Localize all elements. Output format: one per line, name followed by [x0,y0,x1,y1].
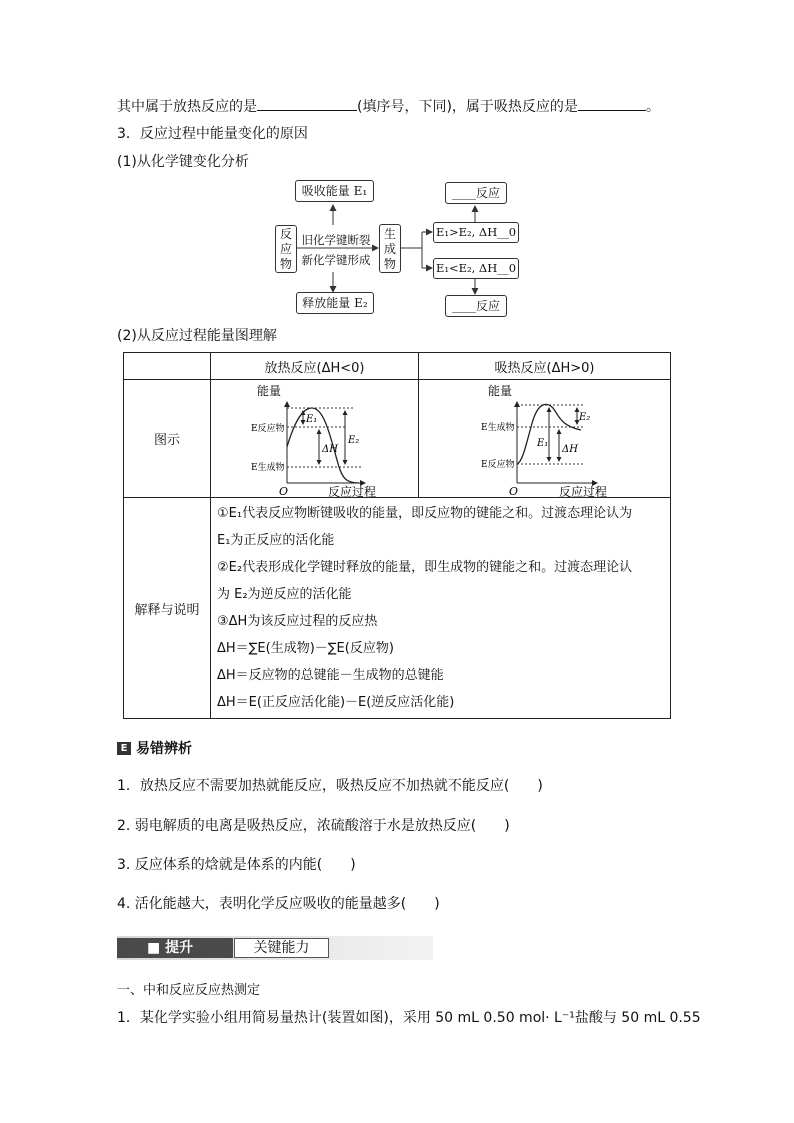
table-row-explanation [124,498,671,719]
header-exothermic: 放热反应(ΔH<0) [211,353,419,380]
banner-right-label: 关键能力 [234,938,329,958]
error-item-2: 2. 弱电解质的电离是吸热反应，浓硫酸溶于水是放热反应( ) [117,818,510,834]
errors-title: 易错辨析 [136,741,192,757]
endothermic-energy-graph [419,380,670,497]
dh-label: ΔH [322,444,338,455]
release-energy-box: 释放能量 E₂ [296,292,374,314]
explanation-line-4: 为 E₂为逆反应的活化能 [217,587,352,602]
dh-label: ΔH [562,444,578,455]
product-char-2: 成 [383,242,396,256]
error-item-4: 4. 活化能越大，表明化学反应吸收的能量越多( ) [117,896,440,912]
errors-badge-icon: E [117,742,131,755]
bond-break-label: 旧化学键断裂 [301,233,371,247]
reactant-energy-label: E反应物 [251,424,285,434]
section-3-title: 3．反应过程中能量变化的原因 [117,126,308,142]
e1-label: E₁ [306,414,318,425]
explanation-line-5: ③ΔH为该反应过程的反应热 [217,614,378,629]
reactant-energy-label: E反应物 [481,460,515,470]
table-row-diagram [124,380,671,498]
absorb-energy-box: 吸收能量 E₁ [295,180,374,202]
reactant-box [275,225,297,273]
bond-form-label: 新化学键形成 [301,253,371,267]
intro-text-2: (填序号，下同)，属于吸热反应的是 [357,99,578,115]
error-item-3: 3. 反应体系的焓就是体系的内能( ) [117,857,356,873]
origin-label: O [509,485,519,497]
reactant-char-3: 物 [279,257,292,271]
explanation-line-7: ΔH＝反应物的总键能－生成物的总键能 [217,668,444,683]
error-item-1: 1．放热反应不需要加热就能反应，吸热反应不加热就不能反应( ) [117,778,543,794]
condition-box-2: E₁<E₂, ΔH__0 [433,258,519,279]
e2-label: E₂ [579,412,591,423]
product-energy-label: E生成物 [481,423,515,433]
origin-label: O [279,485,289,497]
explanation-cell [211,498,671,719]
explanation-line-6: ΔH＝∑E(生成物)－∑E(反应物) [217,641,394,656]
header-endothermic: 吸热反应(ΔH>0) [419,353,671,380]
product-energy-label: E生成物 [251,463,285,473]
exothermic-energy-graph [211,380,418,497]
product-char-3: 物 [383,257,396,271]
row-label-diagram: 图示 [124,380,211,498]
intro-text-1: 其中属于放热反应的是 [117,99,257,115]
result-box-1: ____反应 [445,182,507,204]
table-corner-cell [124,353,211,380]
banner-left-label: ■ 提升 [117,938,233,958]
e1-label: E₁ [537,438,549,449]
product-box [379,224,401,273]
endothermic-graph-cell [419,380,671,498]
subsection-1-title: (1)从化学键变化分析 [117,154,249,170]
result-box-2: ____反应 [445,295,507,317]
y-axis-label: 能量 [257,384,282,398]
reactant-char-1: 反 [279,227,292,241]
explanation-line-2: E₁为正反应的活化能 [217,533,335,548]
x-axis-label: 反应过程 [328,485,377,497]
condition-box-1: E₁>E₂, ΔH__0 [433,222,519,243]
reactant-char-2: 应 [279,242,292,256]
row-label-explanation: 解释与说明 [124,498,211,719]
product-char-1: 生 [383,227,396,241]
x-axis-label: 反应过程 [559,485,608,497]
intro-text-3: 。 [645,99,660,115]
y-axis-label: 能量 [488,384,513,398]
problem-1-text: 1．某化学实验小组用简易量热计(装置如图)，采用 50 mL 0.50 mol· L⁻¹盐酸与 50 mL 0.55 [117,1010,701,1026]
section-banner [117,936,433,960]
explanation-line-1: ①E₁代表反应物断键吸收的能量，即反应物的键能之和。过渡态理论认为 [217,506,633,521]
neutralization-section-title: 一、中和反应反应热测定 [117,983,261,998]
energy-table [123,352,671,719]
table-header-row [124,353,671,380]
exothermic-graph-cell [211,380,419,498]
errors-heading [117,740,192,756]
explanation-line-3: ②E₂代表形成化学键时释放的能量，即生成物的键能之和。过渡态理论认 [217,560,633,575]
explanation-line-8: ΔH＝E(正反应活化能)－E(逆反应活化能) [217,695,455,710]
e2-label: E₂ [348,435,360,446]
subsection-2-title: (2)从反应过程能量图理解 [117,328,277,344]
diagram-arrows [0,0,794,330]
